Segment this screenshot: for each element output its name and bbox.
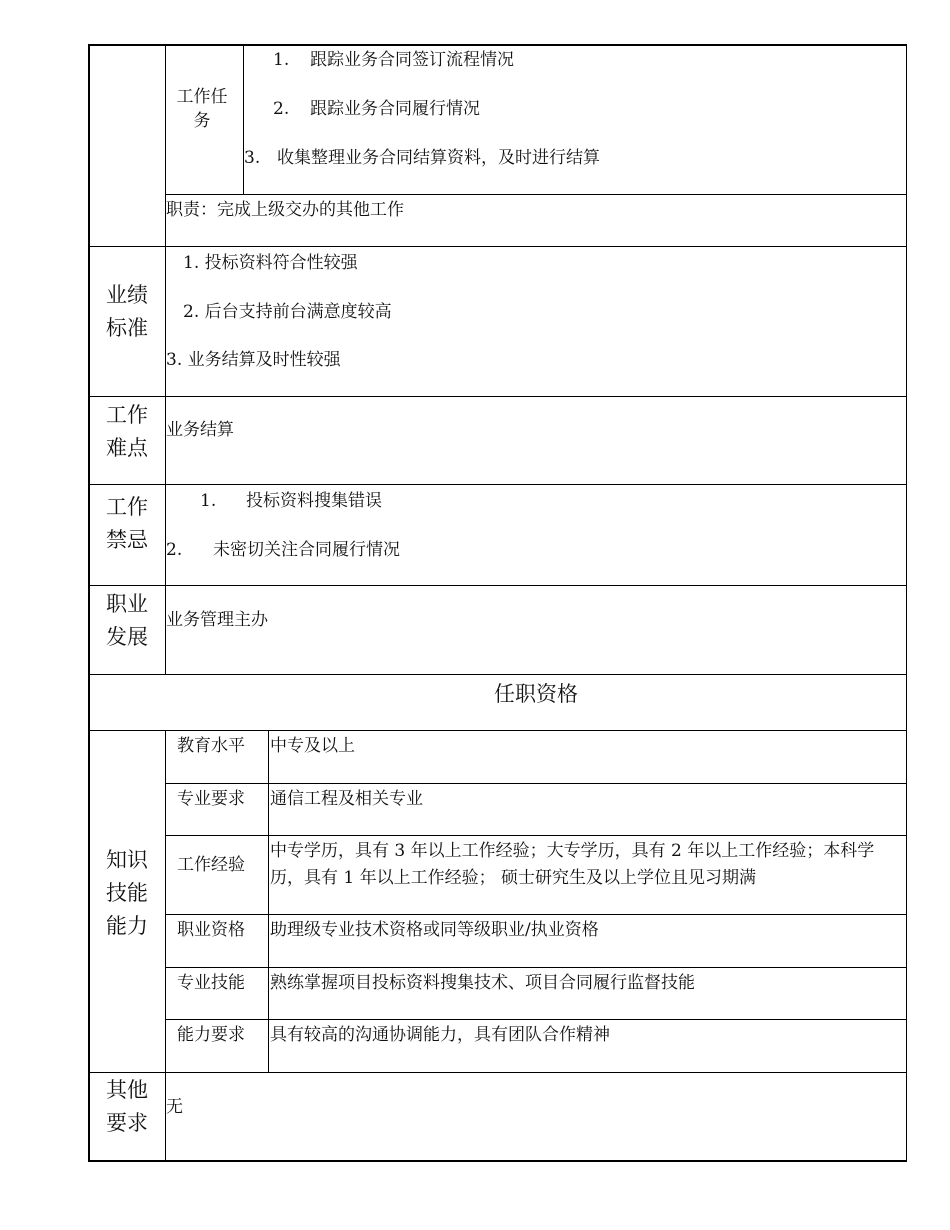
border-right: [906, 44, 908, 1161]
education-value: 中专及以上: [270, 736, 355, 756]
task-label: 工作任务: [176, 87, 228, 131]
task-3-num: 3.: [244, 148, 261, 168]
difficulty-text: 业务结算: [166, 420, 234, 440]
responsibility-text: 职责：完成上级交办的其他工作: [166, 200, 404, 220]
other-label: 其他要求: [106, 1078, 148, 1135]
row-line-2: [88, 396, 907, 397]
row-line-6: [88, 730, 907, 731]
task-1-num: 1.: [273, 50, 290, 70]
duties-row-line: [165, 194, 907, 195]
row-line-4: [88, 585, 907, 586]
major-label: 专业要求: [177, 789, 245, 809]
difficulty-label: 工作难点: [106, 403, 148, 460]
border-top: [88, 44, 907, 46]
task-2-text: 跟踪业务合同履行情况: [310, 99, 480, 119]
qual-row-line-1: [165, 783, 907, 784]
qual-label-col-line: [268, 730, 269, 1073]
performance-item-1: 1. 投标资料符合性较强: [183, 253, 358, 273]
qual-row-line-4: [165, 967, 907, 968]
certification-value: 助理级专业技术资格或同等级职业/执业资格: [270, 920, 599, 940]
qualifications-title: 任职资格: [494, 682, 578, 706]
career-text: 业务管理主办: [166, 610, 268, 630]
skills-value: 熟练掌握项目投标资料搜集技术、项目合同履行监督技能: [270, 973, 695, 993]
experience-label: 工作经验: [177, 855, 245, 875]
ability-label: 能力要求: [177, 1025, 245, 1045]
row-line-1: [88, 246, 907, 247]
taboos-label: 工作禁忌: [106, 495, 148, 552]
taboo-1-num: 1.: [200, 491, 217, 511]
row-line-7: [88, 1072, 907, 1073]
ability-value: 具有较高的沟通协调能力，具有团队合作精神: [270, 1025, 610, 1045]
other-text: 无: [166, 1097, 183, 1117]
task-2-num: 2.: [273, 99, 290, 119]
taboo-2-num: 2.: [166, 540, 183, 560]
row-line-3: [88, 484, 907, 485]
performance-item-2: 2. 后台支持前台满意度较高: [183, 302, 392, 322]
task-label-col-line: [243, 44, 244, 194]
border-bottom: [88, 1160, 907, 1162]
skills-label: 专业技能: [177, 973, 245, 993]
experience-value: 中专学历，具有 3 年以上工作经验；大专学历，具有 2 年以上工作经验；本科学历，具有 1 年以上工作经验； 硕士研究生及以上学位且见习期满: [270, 841, 875, 888]
task-1-text: 跟踪业务合同签订流程情况: [310, 50, 514, 70]
performance-item-3: 3. 业务结算及时性较强: [166, 350, 341, 370]
qualifications-group-label: 知识技能能力: [106, 848, 148, 938]
task-3-text: 收集整理业务合同结算资料，及时进行结算: [277, 148, 600, 168]
qual-row-line-2: [165, 835, 907, 836]
major-value: 通信工程及相关专业: [270, 789, 423, 809]
certification-label: 职业资格: [177, 920, 245, 940]
taboo-2-text: 未密切关注合同履行情况: [213, 540, 400, 560]
education-label: 教育水平: [177, 736, 245, 756]
border-left: [88, 44, 90, 1161]
row-line-5: [88, 674, 907, 675]
taboo-1-text: 投标资料搜集错误: [246, 491, 382, 511]
qual-row-line-3: [165, 914, 907, 915]
performance-label: 业绩标准: [106, 283, 148, 340]
qual-row-line-5: [165, 1019, 907, 1020]
career-label: 职业发展: [106, 592, 148, 649]
job-description-table: [88, 44, 907, 1161]
